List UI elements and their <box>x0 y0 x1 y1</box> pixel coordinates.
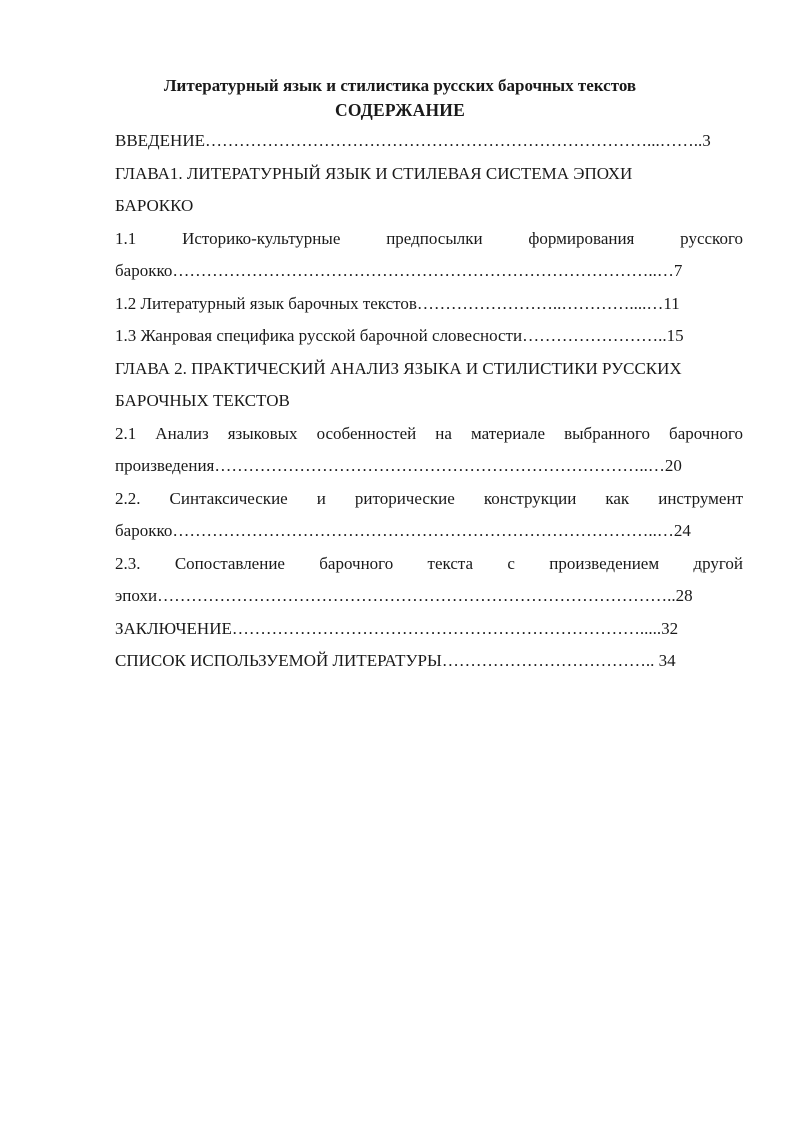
toc-entry-2-1-cont: произведения…………………………………………………………………..…20 <box>115 456 682 475</box>
toc-entry-chapter2: ГЛАВА 2. ПРАКТИЧЕСКИЙ АНАЛИЗ ЯЗЫКА И СТИЛИСТИКИ РУССКИХ <box>115 358 682 378</box>
contents-heading: СОДЕРЖАНИЕ <box>334 100 465 120</box>
toc-entry-introduction: ВВЕДЕНИЕ……………………………………………………………………...……..3 <box>115 131 711 150</box>
document-title-block <box>0 74 800 122</box>
document-title: Литературный язык и стилистика русских барочных текстов <box>163 76 637 95</box>
toc-entry-2-3: 2.3. Сопоставление барочного текста с произведением другой <box>115 553 743 573</box>
toc-entry-1-2: 1.2 Литературный язык барочных текстов……………………..…………....…11 <box>115 293 680 313</box>
toc-entry-1-1: 1.1 Историко-культурные предпосылки формирования русского <box>115 228 743 248</box>
toc-entry-conclusion: ЗАКЛЮЧЕНИЕ……………………………………………………………….....32 <box>115 618 679 638</box>
toc-entry-references: СПИСОК ИСПОЛЬЗУЕМОЙ ЛИТЕРАТУРЫ……………………………….. 34 <box>115 651 676 670</box>
table-of-contents <box>115 125 743 678</box>
toc-entry-chapter1-cont: БАРОККО <box>115 196 194 215</box>
toc-entry-1-3: 1.3 Жанровая специфика русской барочной словесности……………………..15 <box>115 326 684 345</box>
toc-entry-1-1-cont: барокко…………………………………………………………………………..…7 <box>115 261 683 280</box>
toc-entry-2-2-cont: барокко…………………………………………………………………………..…24 <box>115 521 691 540</box>
toc-entry-2-3-cont: эпохи………………………………………………………………………………..28 <box>115 586 693 605</box>
toc-entry-2-2: 2.2. Синтаксические и риторические конструкции как инструмент <box>115 488 743 508</box>
toc-entry-2-1: 2.1 Анализ языковых особенностей на материале выбранного барочного <box>115 423 743 443</box>
toc-entry-chapter2-cont: БАРОЧНЫХ ТЕКСТОВ <box>115 391 290 410</box>
toc-entry-chapter1: ГЛАВА1. ЛИТЕРАТУРНЫЙ ЯЗЫК И СТИЛЕВАЯ СИСТЕМА ЭПОХИ <box>115 163 633 183</box>
